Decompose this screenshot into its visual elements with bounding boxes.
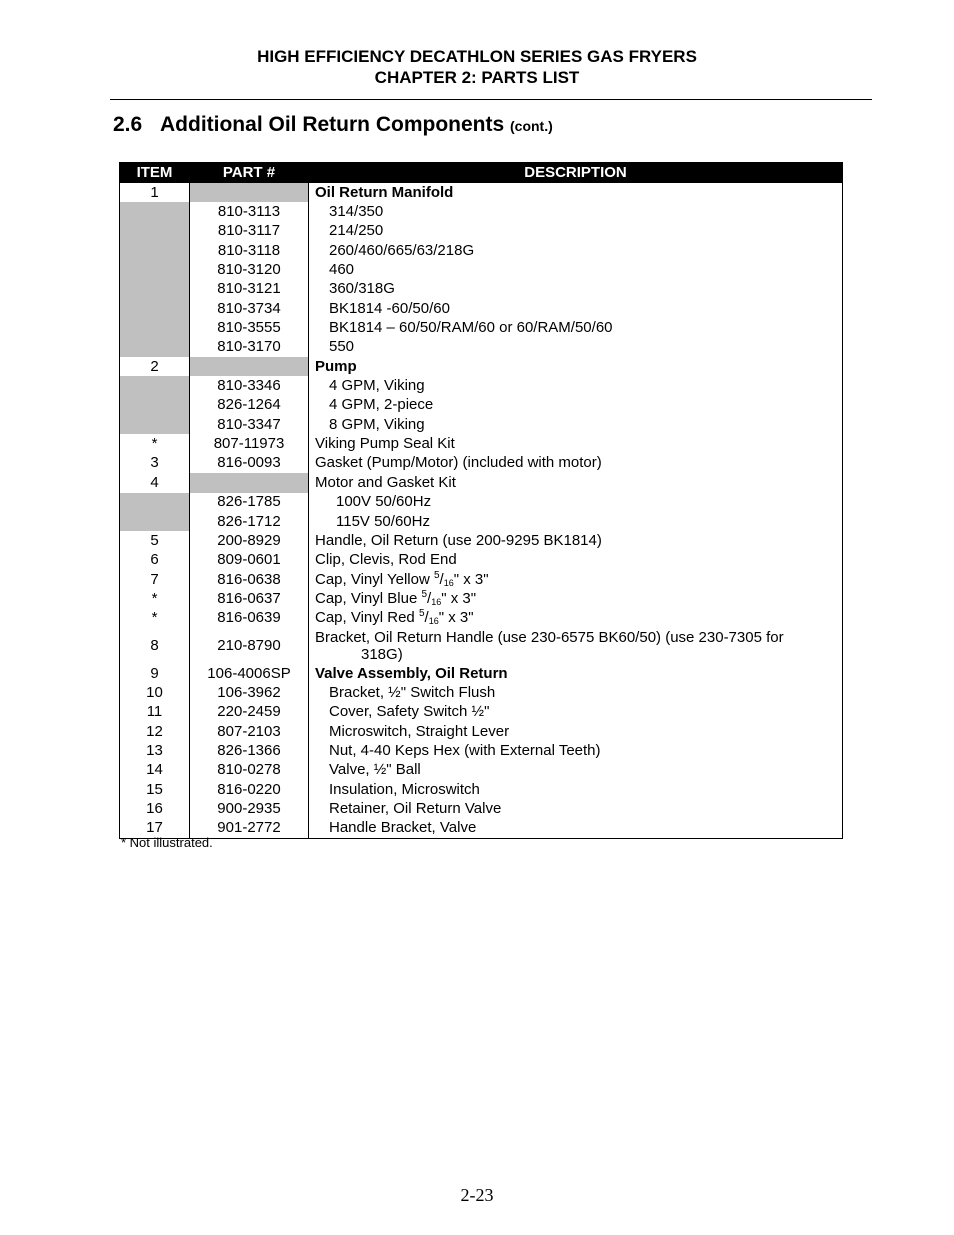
table-row [120, 260, 843, 279]
item-cell: 1 [120, 183, 190, 203]
description-text: " x 3" [453, 570, 489, 588]
item-cell: 13 [120, 741, 190, 760]
description-cell: Motor and Gasket Kit [309, 473, 843, 492]
table-row [120, 454, 843, 473]
description-text: Cap, Vinyl Blue [315, 589, 422, 607]
description-cell: Nut, 4-40 Keps Hex (with External Teeth) [309, 741, 843, 760]
header-divider [110, 99, 872, 100]
table-row [120, 780, 843, 799]
part-cell: 816-0638 [190, 570, 309, 589]
part-cell: 810-3555 [190, 318, 309, 337]
part-cell: 220-2459 [190, 703, 309, 722]
parts-table [119, 162, 843, 839]
table-row [120, 531, 843, 550]
item-cell [120, 318, 190, 337]
description-cell: Handle, Oil Return (use 200-9295 BK1814) [309, 531, 843, 550]
section-title [113, 111, 553, 140]
section-name: Additional Oil Return Components [160, 113, 505, 136]
item-cell: 3 [120, 454, 190, 473]
part-cell [190, 183, 309, 203]
table-row [120, 318, 843, 337]
item-cell: 17 [120, 819, 190, 839]
table-row [120, 741, 843, 760]
item-cell [120, 415, 190, 434]
item-cell [120, 280, 190, 299]
item-cell: 9 [120, 664, 190, 683]
part-cell: 807-2103 [190, 722, 309, 741]
item-cell: 14 [120, 761, 190, 780]
table-row [120, 761, 843, 780]
part-cell: 106-4006SP [190, 664, 309, 683]
table-row [120, 589, 843, 608]
table-row [120, 280, 843, 299]
part-cell: 816-0637 [190, 589, 309, 608]
description-cell: BK1814 -60/50/60 [309, 299, 843, 318]
document-header [0, 46, 954, 88]
part-cell: 810-3113 [190, 202, 309, 221]
description-cell: Cap, Vinyl Yellow $^5/_{16}$" x 3" [309, 570, 843, 589]
description-text: " x 3" [438, 609, 474, 627]
description-cell: 314/350 [309, 202, 843, 221]
item-cell [120, 396, 190, 415]
description-cell: 260/460/665/63/218G [309, 241, 843, 260]
table-row [120, 202, 843, 221]
header-chapter: CHAPTER 2: PARTS LIST [374, 68, 580, 87]
table-row [120, 357, 843, 376]
description-cell: 360/318G [309, 280, 843, 299]
item-cell: 4 [120, 473, 190, 492]
item-cell [120, 260, 190, 279]
table-row [120, 703, 843, 722]
part-cell: 901-2772 [190, 819, 309, 839]
table-row [120, 473, 843, 492]
part-cell: 810-3347 [190, 415, 309, 434]
table-header-row [120, 163, 843, 183]
item-cell [120, 222, 190, 241]
footnote: * Not illustrated. [121, 835, 213, 850]
part-cell: 810-0278 [190, 761, 309, 780]
item-cell [120, 299, 190, 318]
description-cell: Handle Bracket, Valve [309, 819, 843, 839]
table-row [120, 434, 843, 453]
fraction-denominator: 16 [443, 577, 454, 588]
table-row [120, 183, 843, 203]
description-cell: Microswitch, Straight Lever [309, 722, 843, 741]
part-cell: 810-3121 [190, 280, 309, 299]
table-row [120, 551, 843, 570]
description-cell: 550 [309, 338, 843, 357]
description-cell: Bracket, ½" Switch Flush [309, 683, 843, 702]
table-row [120, 396, 843, 415]
description-text: " x 3" [441, 589, 477, 607]
fraction-denominator: 16 [431, 596, 442, 607]
description-cell: 115V 50/60Hz [309, 512, 843, 531]
item-cell: 15 [120, 780, 190, 799]
description-cell: 8 GPM, Viking [309, 415, 843, 434]
table-row [120, 415, 843, 434]
table-row [120, 241, 843, 260]
part-cell: 900-2935 [190, 799, 309, 818]
table-row [120, 819, 843, 839]
description-cell: 460 [309, 260, 843, 279]
item-cell: * [120, 589, 190, 608]
description-cell: Cover, Safety Switch ½" [309, 703, 843, 722]
part-cell: 200-8929 [190, 531, 309, 550]
table-row [120, 338, 843, 357]
part-cell: 810-3118 [190, 241, 309, 260]
table-row [120, 683, 843, 702]
description-cell [309, 628, 843, 664]
table-row [120, 512, 843, 531]
part-cell: 810-3117 [190, 222, 309, 241]
item-cell: 6 [120, 551, 190, 570]
description-cell: 214/250 [309, 222, 843, 241]
table-row [120, 799, 843, 818]
fraction-numerator: 5 [433, 569, 440, 581]
part-cell: 807-11973 [190, 434, 309, 453]
description-cell: 4 GPM, Viking [309, 376, 843, 395]
part-cell: 816-0220 [190, 780, 309, 799]
item-cell: 7 [120, 570, 190, 589]
part-cell: 816-0639 [190, 609, 309, 628]
description-cell: Viking Pump Seal Kit [309, 434, 843, 453]
item-cell [120, 338, 190, 357]
item-cell [120, 202, 190, 221]
description-cell: Valve Assembly, Oil Return [309, 664, 843, 683]
part-cell: 826-1264 [190, 396, 309, 415]
item-cell [120, 241, 190, 260]
description-cell: Clip, Clevis, Rod End [309, 551, 843, 570]
item-cell [120, 493, 190, 512]
column-header-part: PART # [190, 163, 309, 183]
item-cell [120, 512, 190, 531]
description-cell: Cap, Vinyl Blue $^5/_{16}$" x 3" [309, 589, 843, 608]
column-header-item: ITEM [120, 163, 190, 183]
table-row [120, 376, 843, 395]
table-row [120, 570, 843, 589]
table-row [120, 493, 843, 512]
description-cell: Insulation, Microswitch [309, 780, 843, 799]
part-cell: 810-3346 [190, 376, 309, 395]
part-cell: 810-3170 [190, 338, 309, 357]
table-row [120, 609, 843, 628]
table-row [120, 222, 843, 241]
part-cell: 816-0093 [190, 454, 309, 473]
part-cell: 810-3734 [190, 299, 309, 318]
item-cell: 5 [120, 531, 190, 550]
part-cell: 810-3120 [190, 260, 309, 279]
item-cell: 12 [120, 722, 190, 741]
item-cell [120, 376, 190, 395]
description-continuation: 318G) [361, 645, 403, 663]
description-text: Bracket, Oil Return Handle (use 230-6575 BK60/50) (use 230-7305 for [315, 628, 784, 646]
item-cell: 8 [120, 628, 190, 664]
table-row [120, 722, 843, 741]
description-cell: Cap, Vinyl Red $^5/_{16}$" x 3" [309, 609, 843, 628]
part-cell: 826-1366 [190, 741, 309, 760]
item-cell: * [120, 609, 190, 628]
item-cell: 2 [120, 357, 190, 376]
part-cell: 826-1785 [190, 493, 309, 512]
part-cell: 106-3962 [190, 683, 309, 702]
page-number: 2-23 [460, 1185, 494, 1205]
description-cell: Retainer, Oil Return Valve [309, 799, 843, 818]
part-cell: 809-0601 [190, 551, 309, 570]
item-cell: 11 [120, 703, 190, 722]
description-cell: Valve, ½" Ball [309, 761, 843, 780]
part-cell [190, 357, 309, 376]
table-row [120, 664, 843, 683]
description-text: Cap, Vinyl Yellow [315, 570, 434, 588]
description-cell: 100V 50/60Hz [309, 493, 843, 512]
header-title: HIGH EFFICIENCY DECATHLON SERIES GAS FRYERS [257, 47, 697, 66]
fraction-numerator: 5 [421, 589, 428, 600]
table-row [120, 628, 843, 664]
item-cell: 10 [120, 683, 190, 702]
section-number: 2.6 [113, 113, 143, 136]
fraction-numerator: 5 [418, 608, 425, 620]
part-cell [190, 473, 309, 492]
description-cell: Oil Return Manifold [309, 183, 843, 203]
description-cell: Gasket (Pump/Motor) (included with motor) [309, 454, 843, 473]
table-row [120, 299, 843, 318]
item-cell: * [120, 434, 190, 453]
section-suffix: (cont.) [510, 118, 553, 134]
description-cell: 4 GPM, 2-piece [309, 396, 843, 415]
fraction-denominator: 16 [428, 616, 439, 627]
description-cell: Pump [309, 357, 843, 376]
description-cell: BK1814 – 60/50/RAM/60 or 60/RAM/50/60 [309, 318, 843, 337]
item-cell: 16 [120, 799, 190, 818]
column-header-description: DESCRIPTION [309, 163, 843, 183]
description-text: Cap, Vinyl Red [315, 609, 419, 627]
part-cell: 210-8790 [190, 628, 309, 664]
part-cell: 826-1712 [190, 512, 309, 531]
